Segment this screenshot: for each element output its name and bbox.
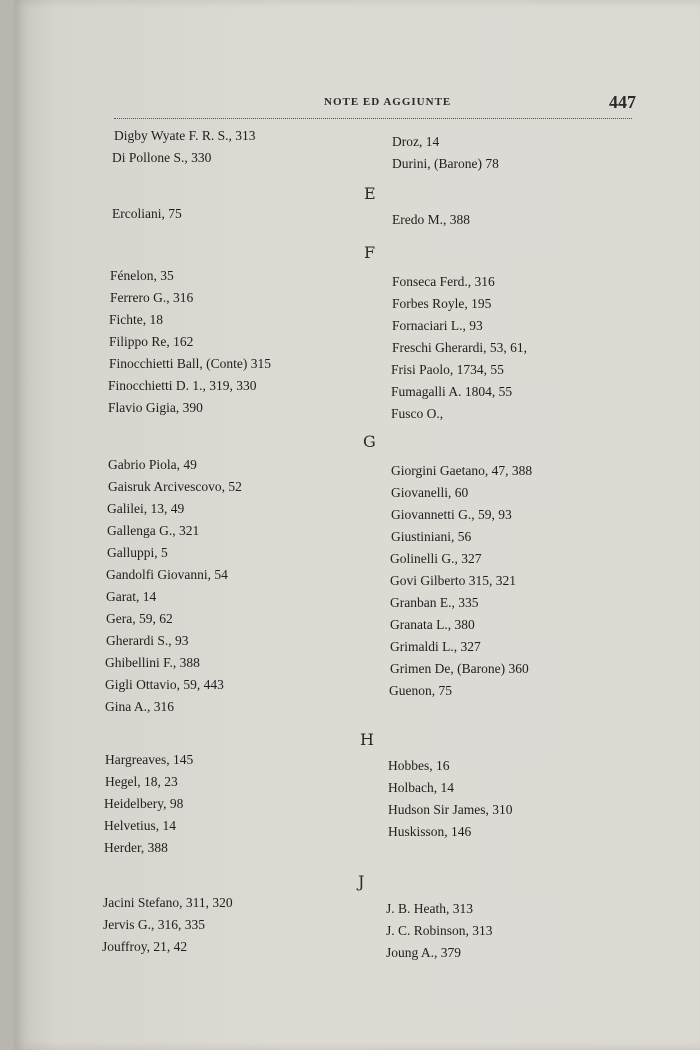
index-entry-left: Gherardi S., 93 [106, 633, 189, 648]
index-entry-left: Filippo Re, 162 [109, 334, 194, 349]
index-entry-right: Fusco O., [391, 406, 444, 421]
index-entry-right: Durini, (Barone) 78 [392, 156, 499, 171]
section-letter: J [358, 872, 366, 891]
index-entry-left: Hargreaves, 145 [105, 752, 194, 767]
index-entry-left: Gaisruk Arcivescovo, 52 [108, 479, 242, 494]
index-entry-right: Fumagalli A. 1804, 55 [391, 384, 513, 399]
index-entry-left: Fichte, 18 [109, 312, 163, 327]
index-entry-left: Gina A., 316 [105, 699, 174, 714]
index-entry-left: Hegel, 18, 23 [105, 774, 178, 789]
index-entry-right: Giovannetti G., 59, 93 [391, 507, 512, 522]
index-entry-right: Joung A., 379 [386, 945, 462, 960]
index-entry-right: Govi Gilberto 315, 321 [390, 573, 516, 588]
index-entry-right: Hobbes, 16 [388, 758, 450, 773]
index-entry-left: Jervis G., 316, 335 [103, 917, 205, 932]
index-entry-left: Gera, 59, 62 [106, 611, 173, 626]
index-entry-left: Di Pollone S., 330 [112, 150, 212, 165]
index-entry-left: Galluppi, 5 [107, 545, 168, 560]
index-entry-right: Granban E., 335 [390, 595, 479, 610]
index-entry-left: Digby Wyate F. R. S., 313 [114, 128, 256, 143]
index-entry-left: Herder, 388 [104, 840, 168, 855]
index-entry-right: J. C. Robinson, 313 [386, 923, 493, 938]
index-entry-right: Freschi Gherardi, 53, 61, [392, 340, 527, 355]
section-letter: F [364, 243, 377, 262]
index-entry-left: Galilei, 13, 49 [107, 501, 185, 516]
index-entry-left: Gabrio Piola, 49 [108, 457, 197, 472]
index-entry-right: Guenon, 75 [389, 683, 452, 698]
index-entry-right: Frisi Paolo, 1734, 55 [391, 362, 504, 377]
index-entry-right: Giorgini Gaetano, 47, 388 [391, 463, 533, 478]
book-page [14, 0, 700, 1050]
index-entry-right: Grimaldi L., 327 [390, 639, 481, 654]
index-entry-right: Golinelli G., 327 [390, 551, 482, 566]
index-entry-left: Garat, 14 [106, 589, 157, 604]
index-entry-right: Giustiniani, 56 [391, 529, 472, 544]
index-entry-right: Huskisson, 146 [388, 824, 472, 839]
index-entry-left: Heidelbery, 98 [104, 796, 184, 811]
index-entry-right: J. B. Heath, 313 [386, 901, 473, 916]
index-entry-left: Jouffroy, 21, 42 [102, 939, 188, 954]
index-entry-left: Ghibellini F., 388 [105, 655, 200, 670]
header-rule [114, 118, 632, 119]
index-entry-right: Holbach, 14 [388, 780, 454, 795]
running-header [114, 92, 636, 122]
index-entry-right: Fornaciari L., 93 [392, 318, 483, 333]
header-title: NOTE ED AGGIUNTE [324, 96, 452, 108]
section-letter: G [363, 432, 377, 451]
index-entry-left: Gallenga G., 321 [107, 523, 200, 538]
index-entry-left: Fénelon, 35 [110, 268, 174, 283]
index-entry-right: Grimen De, (Barone) 360 [390, 661, 529, 676]
index-entry-left: Helvetius, 14 [104, 818, 176, 833]
index-entry-left: Ferrero G., 316 [110, 290, 194, 305]
index-entry-left: Gandolfi Giovanni, 54 [106, 567, 228, 582]
index-entry-right: Hudson Sir James, 310 [388, 802, 513, 817]
index-entry-left: Finocchietti D. 1., 319, 330 [108, 378, 257, 393]
index-entry-right: Giovanelli, 60 [391, 485, 469, 500]
page-number: 447 [609, 92, 636, 112]
section-letter: H [360, 730, 375, 749]
index-entry-left: Gigli Ottavio, 59, 443 [105, 677, 224, 692]
index-entry-left: Finocchietti Ball, (Conte) 315 [109, 356, 271, 371]
section-letter: E [364, 184, 377, 203]
index-entry-left: Jacini Stefano, 311, 320 [103, 895, 233, 910]
index-entry-right: Fonseca Ferd., 316 [392, 274, 495, 289]
index-entry-left: Flavio Gigia, 390 [108, 400, 203, 415]
index-entry-left: Ercoliani, 75 [112, 206, 182, 221]
index-entry-right: Granata L., 380 [390, 617, 475, 632]
index-entry-right: Forbes Royle, 195 [392, 296, 492, 311]
index-entry-right: Eredo M., 388 [392, 212, 470, 227]
index-entry-right: Droz, 14 [392, 134, 440, 149]
